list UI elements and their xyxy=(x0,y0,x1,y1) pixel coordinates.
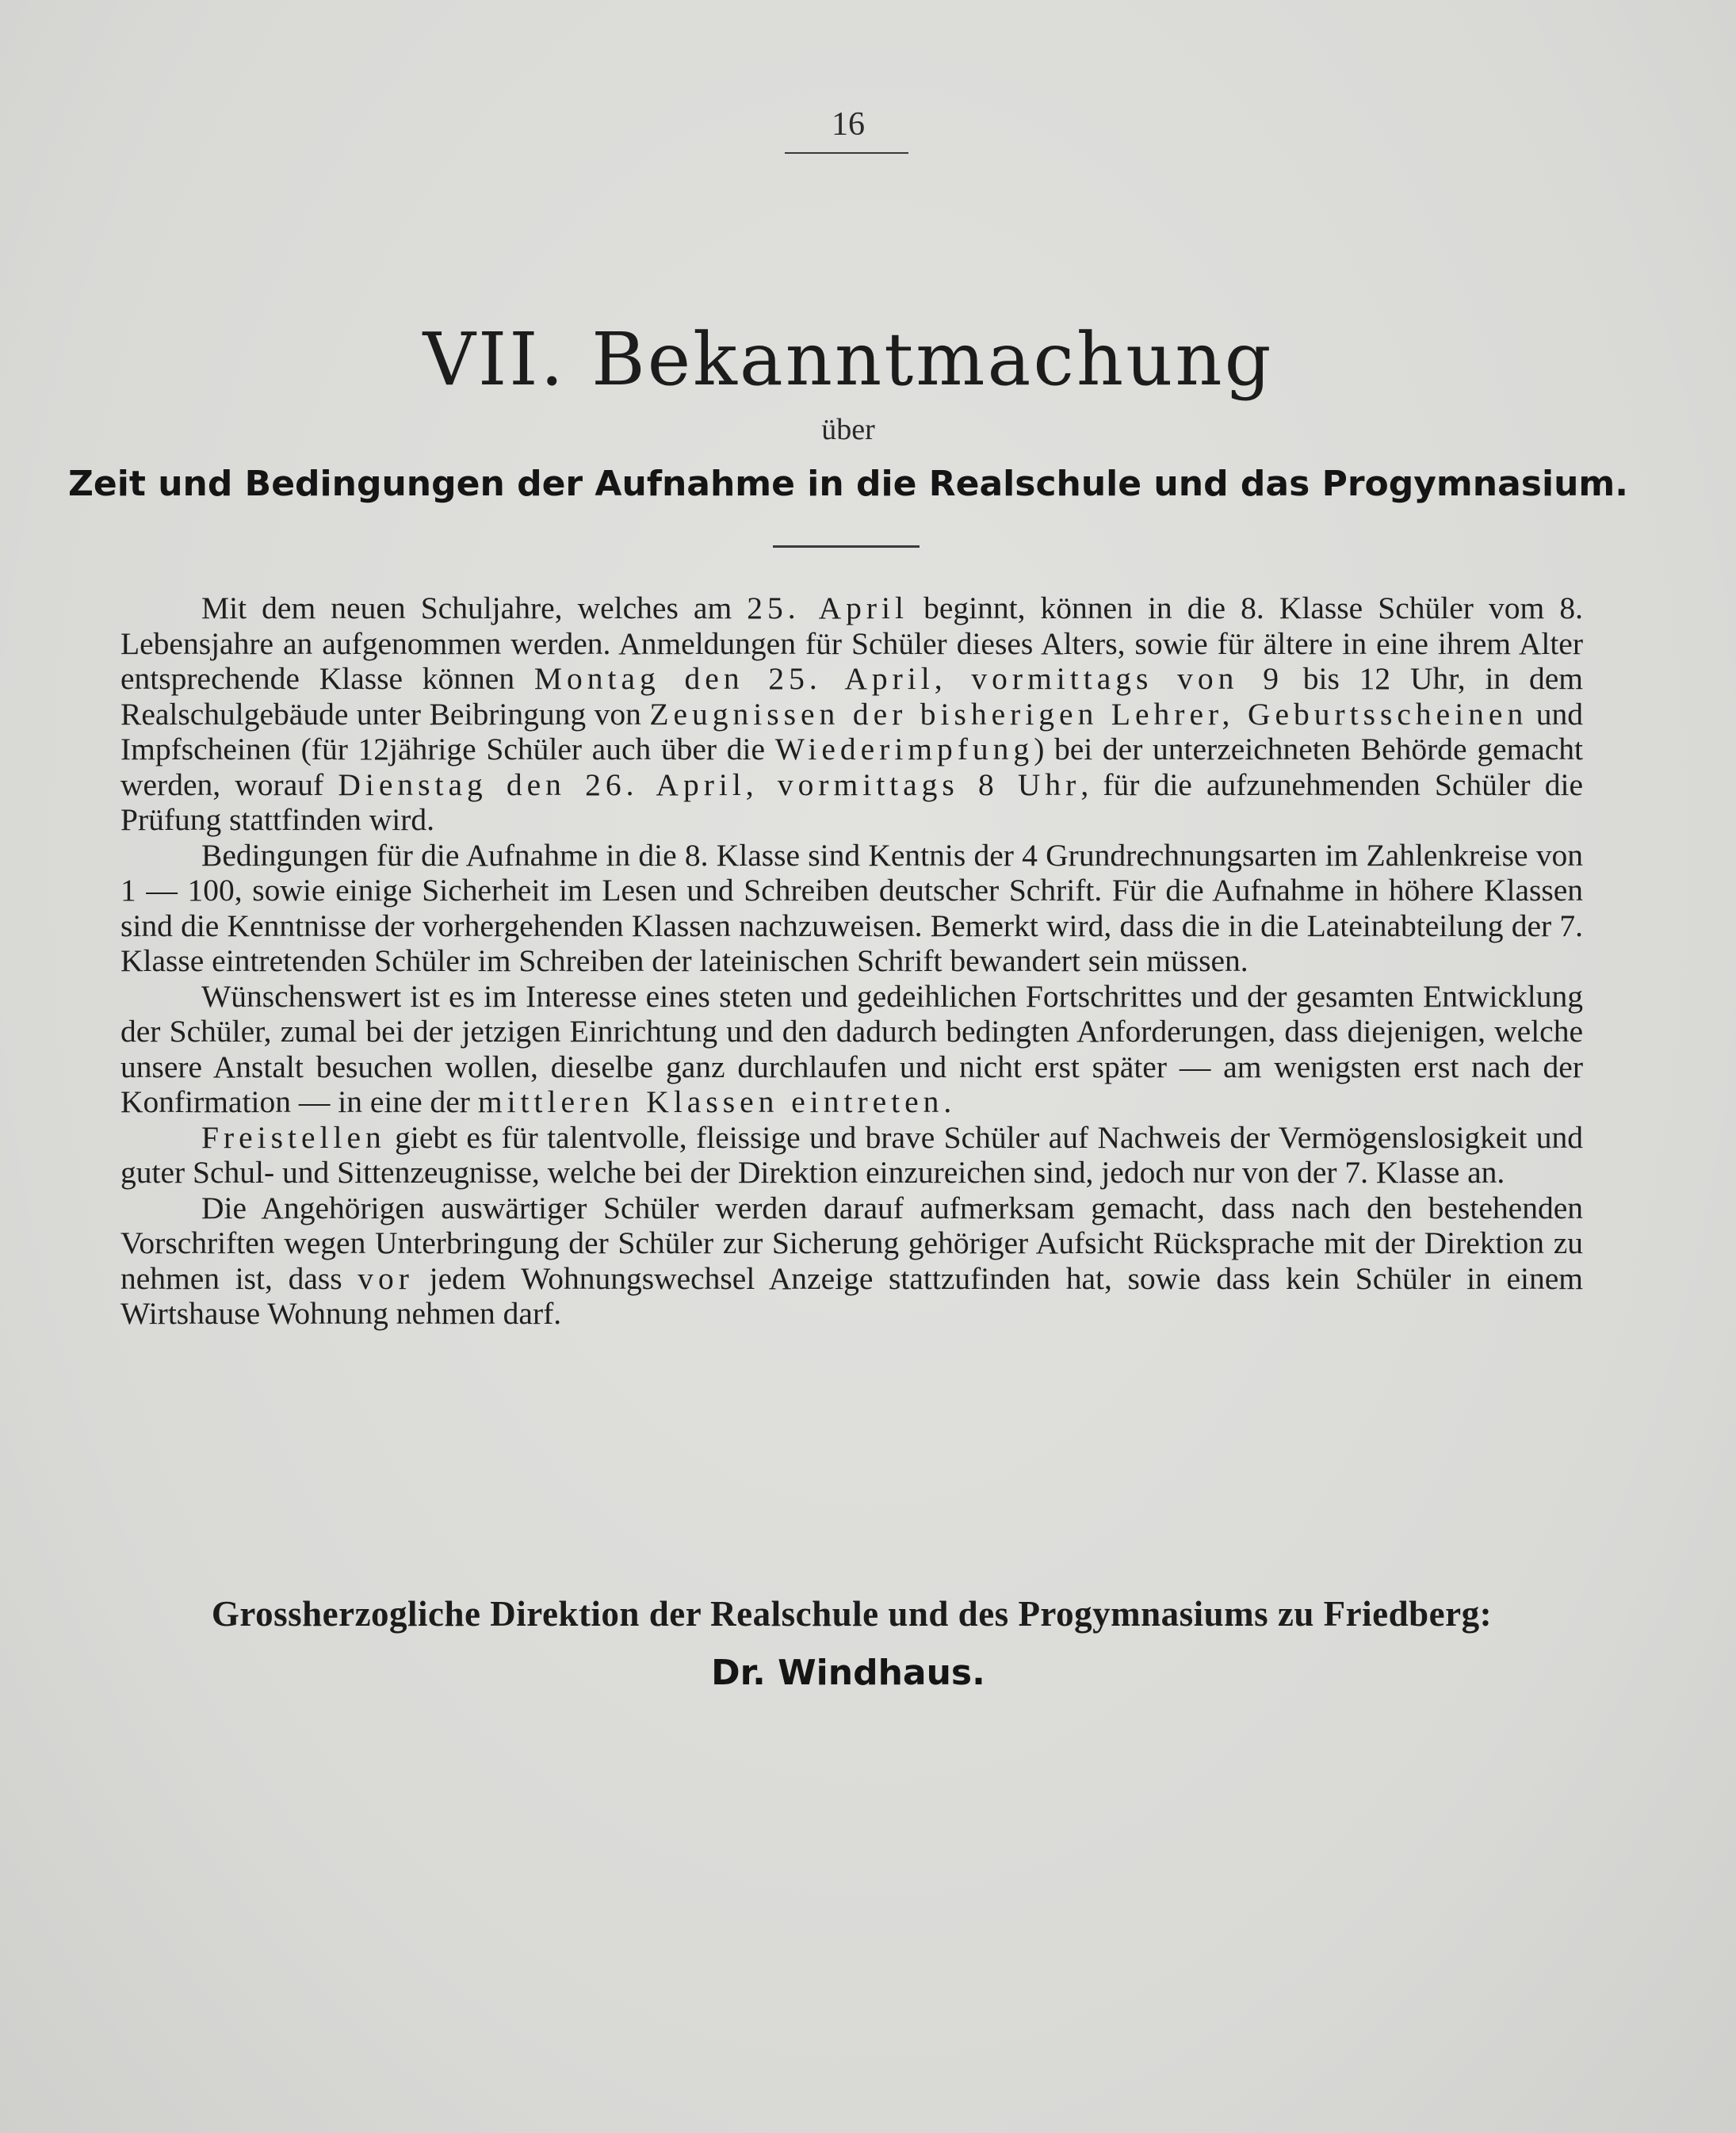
paragraph xyxy=(120,1191,1583,1332)
paragraph-text: Wünschenswert ist es im Interesse eines steten und gedeihlichen Fortschrittes und der gesamten Entwicklung der Schüler, zumal bei der jetzigen Einrichtung und den dadurch bedingten Anforderungen, dass diejenigen, welche unsere Anstalt besuchen wollen, dieselbe ganz durchlaufen und nicht erst später — am wenigsten erst nach der Konfirmation — in eine der xyxy=(120,978,1583,1119)
paragraph-text: , für die aufzunehmenden Schüler die Prüfung stattfinden wird. xyxy=(120,766,1584,837)
emphasized-text: Wiederimpfung xyxy=(774,732,1034,766)
body-text xyxy=(120,591,1583,1332)
title-connector: über xyxy=(821,413,875,446)
page-title: VII. Bekanntmachung xyxy=(423,317,1274,402)
paragraph-text: Die Angehörigen auswärtiger Schüler werden darauf aufmerksam gemacht, dass nach den bestehenden Vorschriften wegen Unterbringung der Schüler zur Sicherung gehöriger Aufsicht Rücksprache mit der Direktion zu nehmen ist, dass xyxy=(120,1190,1583,1296)
emphasized-text: Zeugnissen der bisherigen Lehrer, Geburtsscheinen xyxy=(649,696,1528,732)
signer-name: Dr. Windhaus. xyxy=(711,1653,985,1693)
paragraph xyxy=(120,838,1583,979)
emphasized-text: Dienstag den 26. April, vormittags 8 Uhr xyxy=(338,766,1081,802)
paragraph-text: giebt es für talentvolle, fleissige und brave Schüler auf Nachweis der Vermögenslosigkeit und guter Schul- und Sittenzeugnisse, welche bei der Direktion einzureichen sind, jedoch nur von der 7. Klasse an. xyxy=(120,1119,1583,1190)
paragraph xyxy=(120,979,1583,1120)
paragraph-text: jedem Wohnungswechsel Anzeige stattzufinden hat, sowie dass kein Schüler in einem Wirtshause Wohnung nehmen darf. xyxy=(120,1260,1583,1331)
page-subtitle: Zeit und Bedingungen der Aufnahme in die Realschule und das Progymnasium. xyxy=(68,464,1628,504)
paragraph xyxy=(120,1120,1583,1191)
emphasized-text: mittleren Klassen eintreten xyxy=(477,1084,944,1119)
emphasized-text: vor xyxy=(358,1260,414,1296)
page-number-rule xyxy=(785,152,908,154)
signature-line: Grossherzogliche Direktion der Realschule und des Progymnasiums zu Friedberg: xyxy=(211,1594,1493,1634)
emphasized-text: 25. April xyxy=(747,591,908,625)
emphasized-text: Freistellen xyxy=(201,1119,386,1155)
emphasized-text: Montag den 25. April, vormittags von 9 xyxy=(533,661,1283,696)
paragraph-text: ) bei der unterzeichneten Behörde gemacht werden, worauf xyxy=(120,732,1583,802)
subtitle-rule xyxy=(773,545,920,548)
paragraph-text: . xyxy=(943,1084,952,1119)
paragraph-text: bis 12 Uhr, in dem Realschulgebäude unter Beibringung von xyxy=(120,661,1583,732)
paragraph xyxy=(120,591,1583,838)
page-number: 16 xyxy=(832,106,865,143)
paragraph-text: Bedingungen für die Aufnahme in die 8. Klasse sind Kentnis der 4 Grundrechnungsarten im Zahlenkreise von 1 — 100, sowie einige Sicherheit im Lesen und Schreiben deutscher Schrift. Für die Aufnahme in höhere Klassen sind die Kenntnisse der vorhergehenden Klassen nachzuweisen. Bemerkt wird, dass die in die Lateinabteilung der 7. Klasse eintretenden Schüler im Schreiben der lateinischen Schrift bewandert sein müssen. xyxy=(120,837,1583,978)
paragraph-text: und Impfscheinen (für 12jährige Schüler auch über die xyxy=(120,696,1584,766)
paragraph-text: beginnt, können in die 8. Klasse Schüler vom 8. Lebensjahre an aufgenommen werden. Anmeldungen für Schüler dieses Alters, sowie für ältere in eine ihrem Alter entsprechende Klasse können xyxy=(120,591,1583,696)
paragraph-text: Mit dem neuen Schuljahre, welches am xyxy=(201,591,748,625)
